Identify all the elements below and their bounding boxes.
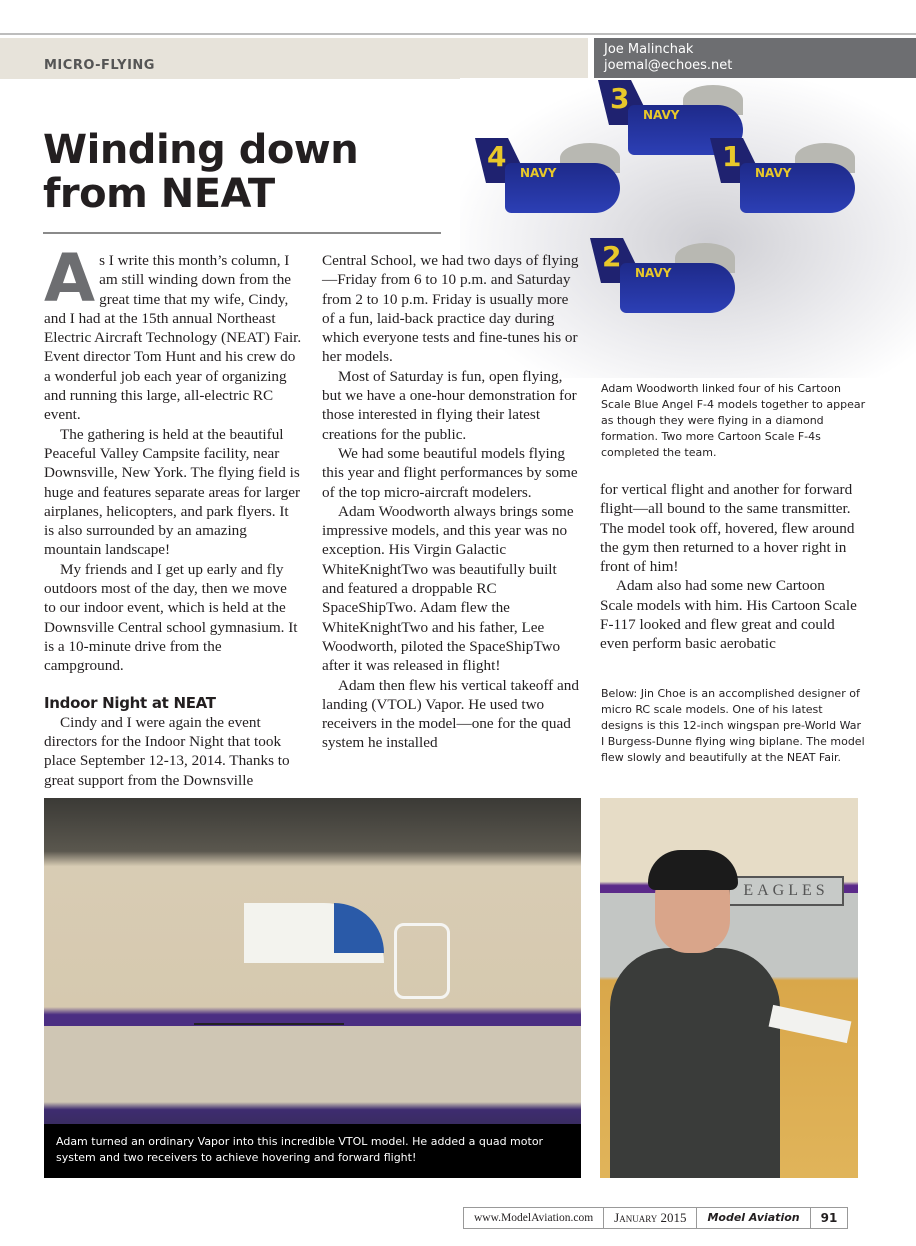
- paragraph: Cindy and I were again the event directors for the Indoor Night that took place September 12-13, 2014. Thanks to great support from the Downsville: [44, 713, 290, 789]
- department-label: MICRO-FLYING: [44, 58, 155, 73]
- body-column-1: [44, 240, 302, 790]
- paragraph: Adam then flew his vertical takeoff and landing (VTOL) Vapor. He used two receivers in the model—one for the quad system he installed: [322, 676, 579, 752]
- paragraph: Most of Saturday is fun, open flying, but we have a one-hour demonstration for those interested in flying their latest creations for the public.: [322, 367, 577, 443]
- jet-number: 1: [722, 140, 742, 173]
- biplane-model: [769, 1005, 852, 1043]
- author-box: [594, 38, 916, 79]
- jet-number: 4: [487, 140, 507, 173]
- footer-magazine: Model Aviation: [697, 1208, 810, 1228]
- drop-cap: A: [44, 240, 96, 317]
- gym-banner: EAGLES: [728, 876, 844, 906]
- article-title: [43, 128, 358, 216]
- paragraph: for vertical flight and another for forward flight—all bound to the same transmitter. The model took off, hovered, flew around the gym then returned to a hover right in front of him!: [600, 481, 855, 576]
- formation-caption: Adam Woodworth linked four of his Cartoon Scale Blue Angel F-4 models together to appear as though they were flying in a diamond formation. Two more Cartoon Scale F-4s completed the team.: [601, 382, 866, 459]
- paragraph: We had some beautiful models flying this year and flight performances by some of the top micro-aircraft modelers.: [322, 444, 578, 501]
- vtol-photo: [44, 798, 581, 1178]
- vtol-caption: Adam turned an ordinary Vapor into this incredible VTOL model. He added a quad motor system and two receivers to achieve hovering and forward flight!: [44, 1124, 581, 1178]
- jin-photo: [600, 798, 858, 1178]
- jet-navy-label: NAVY: [520, 166, 557, 180]
- title-line-1: Winding down: [43, 127, 359, 173]
- title-line-2: from NEAT: [43, 171, 275, 217]
- paragraph: Adam also had some new Cartoon Scale models with him. His Cartoon Scale F-117 looked and flew great and could even perform basic aerobatic: [600, 577, 857, 653]
- paragraph: My friends and I get up early and fly outdoors most of the day, then we move to our indoor event, which is held at the Downsville Central school gymnasium. It is a 10-minute drive from the campground.: [44, 560, 298, 675]
- jet-navy-label: NAVY: [635, 266, 672, 280]
- paragraph: The gathering is held at the beautiful Peaceful Valley Campsite facility, near Downsville, New York. The flying field is huge and features separate areas for larger airplanes, helicopters, and park flyers. It is also surrounded by an amazing mountain landscape!: [44, 425, 301, 559]
- jet-2: [590, 238, 740, 333]
- jet-number: 3: [610, 82, 630, 115]
- jet-4: [475, 138, 625, 233]
- section-subhead: Indoor Night at NEAT: [44, 693, 216, 712]
- page-footer: [463, 1207, 848, 1229]
- body-column-3: [600, 480, 860, 654]
- jin-caption: Below: Jin Choe is an accomplished designer of micro RC scale models. One of his latest designs is this 12-inch wingspan pre-World War I Burgess-Dunne flying wing biplane. The model flew slowly and beautifully at the NEAT Fair.: [601, 687, 865, 764]
- jet-number: 2: [602, 240, 622, 273]
- body-column-2: [322, 251, 582, 753]
- jet-navy-label: NAVY: [643, 108, 680, 122]
- top-rule: [0, 33, 916, 35]
- paragraph: Central School, we had two days of flying—Friday from 6 to 10 p.m. and Saturday from 2 to 10 p.m. Friday is usually more of a fun, laid-back practice day during which everyone tests and fine-tunes his or her models.: [322, 252, 579, 366]
- footer-url[interactable]: www.ModelAviation.com: [464, 1208, 604, 1228]
- jet-1: [710, 138, 860, 233]
- jet-navy-label: NAVY: [755, 166, 792, 180]
- vtol-model: [184, 903, 444, 1023]
- footer-date: January 2015: [604, 1208, 697, 1228]
- title-divider: [43, 232, 441, 234]
- author-name: Joe Malinchak: [604, 42, 694, 57]
- page-number: 91: [820, 1211, 838, 1225]
- paragraph: As I write this month’s column, I am still winding down from the great time that my wife, Cindy, and I had at the 15th annual Northeast Electric Aircraft Technology (NEAT) Fair. Event director Tom Hunt and his crew do a wonderful job each year of organizing and running this large, all-electric RC event.: [44, 240, 302, 424]
- paragraph: Adam Woodworth always brings some impressive models, and this year was no exception. His Virgin Galactic WhiteKnightTwo was beautifully built and featured a droppable RC SpaceShipTwo. Adam flew the WhiteKnightTwo and his father, Lee Woodworth, piloted the SpaceShipTwo after it was released in flight!: [322, 502, 574, 675]
- author-email[interactable]: joemal@echoes.net: [604, 58, 733, 73]
